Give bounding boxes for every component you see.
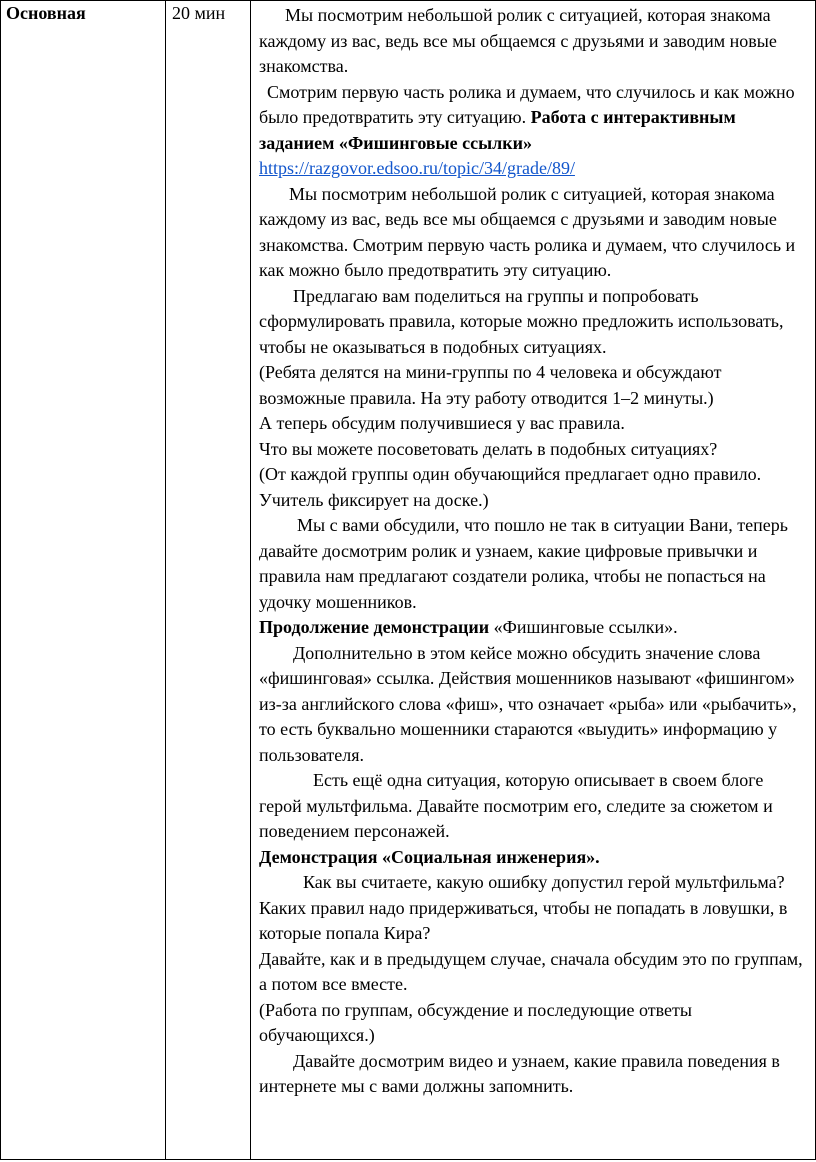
time-cell xyxy=(166,1,251,1160)
paragraph-continue xyxy=(259,615,807,641)
continue-heading: Продолжение демонстрации xyxy=(259,617,490,637)
paragraph-groups: Предлагаю вам поделиться на группы и попробовать сформулировать правила, которые можно предложить использовать, чтобы не оказываться в подобных ситуациях. xyxy=(259,285,784,357)
paragraph-discuss: А теперь обсудим получившиеся у вас правила. xyxy=(259,413,625,433)
paragraph-first-part xyxy=(259,80,807,157)
paragraph-vanya: Мы с вами обсудили, что пошло не так в ситуации Вани, теперь давайте досмотрим ролик и узнаем, какие цифровые привычки и правила нам предлагают создатели ролика, чтобы не попасться на удочку мошенников. xyxy=(259,515,788,612)
paragraph-mistake: Как вы считаете, какую ошибку допустил герой мультфильма? xyxy=(303,872,785,892)
content-cell xyxy=(251,1,816,1160)
continue-title: «Фишинговые ссылки». xyxy=(493,617,678,637)
paragraph-teacher-note: (От каждой группы один обучающийся предлагает одно правило. Учитель фиксирует на доске.) xyxy=(259,464,762,510)
link-paragraph xyxy=(259,156,807,182)
paragraph-final: Давайте досмотрим видео и узнаем, какие правила поведения в интернете мы с вами должны запомнить. xyxy=(259,1050,780,1096)
demo-heading: Демонстрация «Социальная инженерия». xyxy=(259,846,600,867)
stage-cell xyxy=(1,1,166,1160)
paragraph-repeat: Мы посмотрим небольшой ролик с ситуацией, которая знакома каждому из вас, ведь все мы общаемся с друзьями и заводим новые знакомства. Смотрим первую часть ролика и думаем, что случилось и как можно было предотвратить эту ситуацию. xyxy=(259,183,796,280)
task-link[interactable]: https://razgovor.edsoo.ru/topic/34/grade/89/ xyxy=(259,158,575,178)
table-row xyxy=(1,1,816,1160)
paragraph-text: Смотрим первую часть ролика и думаем, что случилось и как можно было предотвратить эту ситуацию. xyxy=(259,81,795,127)
paragraph-group-note: (Ребята делятся на мини-группы по 4 человека и обсуждают возможные правила. На эту работу отводится 1–2 минуты.) xyxy=(259,362,722,408)
paragraph-discuss-groups: Давайте, как и в предыдущем случае, сначала обсудим это по группам, а потом все вместе. xyxy=(259,948,803,994)
task-heading: Работа с интерактивным заданием «Фишинговые ссылки» xyxy=(259,107,736,153)
duration-label: 20 мин xyxy=(172,3,226,23)
paragraph-question: Что вы можете посоветовать делать в подобных ситуациях? xyxy=(259,438,718,459)
paragraph-phishing: Дополнительно в этом кейсе можно обсудить значение слова «фишинговая» ссылка. Действия мошенников называют «фишингом» из-за английского слова «фиш», что означает «рыба» или «рыбачить», то есть буквально мошенники стараются «выудить» информацию у пользователя. xyxy=(259,642,797,765)
paragraph-rules-question: Каких правил надо придерживаться, чтобы не попадать в ловушки, в которые попала Кира? xyxy=(259,897,788,943)
lesson-content xyxy=(251,1,815,1100)
paragraph-intro: Мы посмотрим небольшой ролик с ситуацией, которая знакома каждому из вас, ведь все мы общаемся с друзьями и заводим новые знакомства. xyxy=(259,5,777,76)
paragraph-demo xyxy=(259,845,807,871)
stage-label: Основная xyxy=(6,3,86,23)
paragraph-work-note: (Работа по группам, обсуждение и последующие ответы обучающихся.) xyxy=(259,999,692,1045)
paragraph-blog: Есть ещё одна ситуация, которую описывает в своем блоге герой мультфильма. Давайте посмотрим его, следите за сюжетом и поведением персонажей. xyxy=(259,770,773,841)
